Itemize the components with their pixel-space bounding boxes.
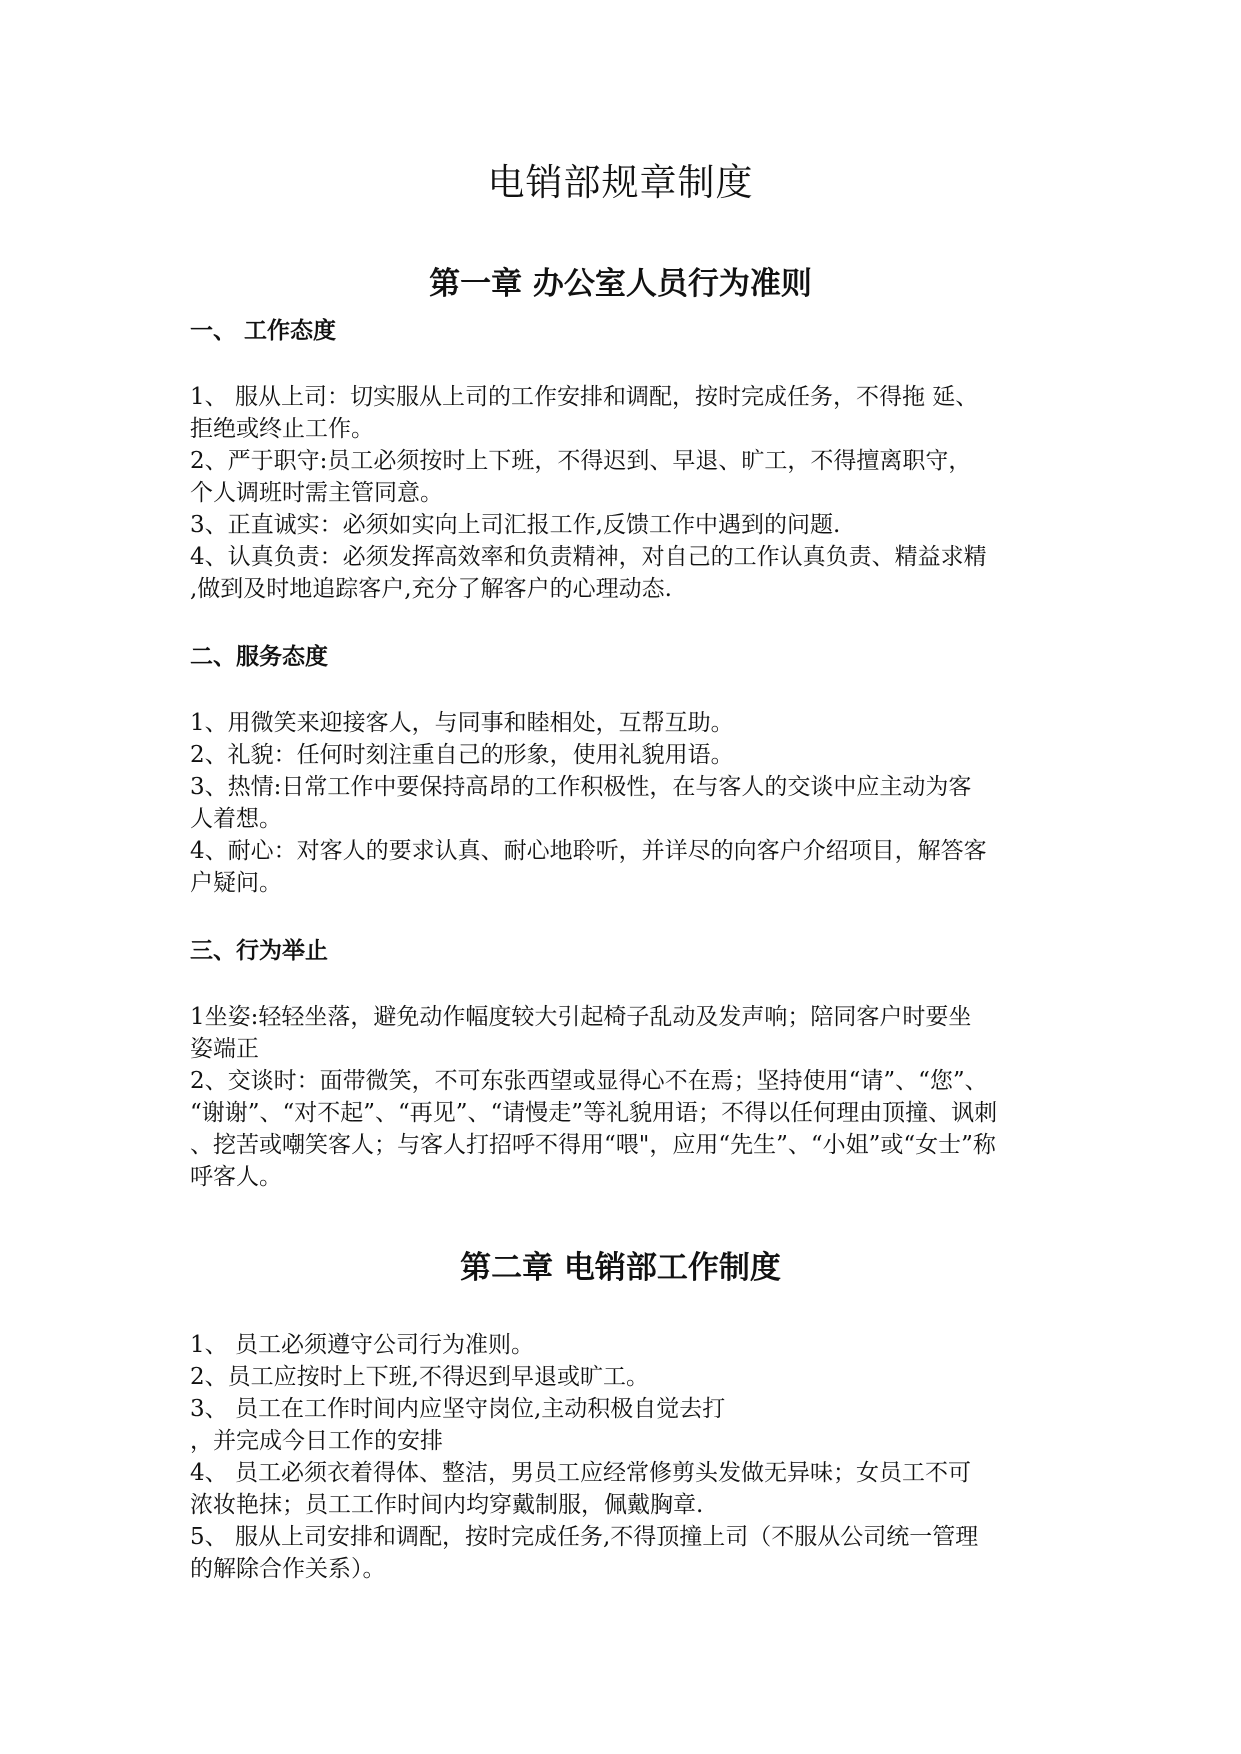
section-service-attitude-heading: 二、服务态度 (190, 643, 328, 670)
paragraph-line: ，并完成今日工作的安排 (190, 1428, 443, 1454)
paragraph-line: ,做到及时地追踪客户,充分了解客户的心理动态. (190, 576, 672, 602)
chapter-2-body (190, 1329, 1060, 1585)
paragraph-line: 个人调班时需主管同意。 (190, 480, 443, 506)
section-work-attitude-body (190, 381, 1060, 605)
section-behavior-body (190, 1001, 1060, 1193)
document-title: 电销部规章制度 (487, 161, 754, 204)
paragraph-line: 4、 员工必须衣着得体、整洁，男员工应经常修剪头发做无异味；女员工不可 (190, 1460, 971, 1486)
paragraph-line: 4、耐心：对客人的要求认真、耐心地聆听，并详尽的向客户介绍项目，解答客 (190, 838, 987, 864)
paragraph-line: 1、用微笑来迎接客人，与同事和睦相处，互帮互助。 (190, 710, 734, 736)
paragraph-line: 4、认真负责：必须发挥高效率和负责精神，对自己的工作认真负责、精益求精 (190, 544, 987, 570)
paragraph-line: 2、严于职守:员工必须按时上下班，不得迟到、早退、旷工，不得擅离职守， (190, 448, 972, 474)
paragraph-line: 拒绝或终止工作。 (190, 416, 374, 442)
paragraph-line: 2、员工应按时上下班,不得迟到早退或旷工。 (190, 1364, 649, 1390)
paragraph-line: 户疑问。 (190, 870, 282, 896)
paragraph-line: 5、 服从上司安排和调配，按时完成任务,不得顶撞上司（不服从公司统一管理 (190, 1524, 979, 1550)
paragraph-line: 3、 员工在工作时间内应坚守岗位,主动积极自觉去打 (190, 1396, 726, 1422)
paragraph-line: 1、 服从上司：切实服从上司的工作安排和调配，按时完成任务，不得拖 延、 (190, 384, 979, 410)
chapter-1-title: 第一章 办公室人员行为准则 (429, 266, 812, 302)
paragraph-line: 2、礼貌：任何时刻注重自己的形象，使用礼貌用语。 (190, 742, 734, 768)
paragraph-line: 的解除合作关系）。 (190, 1556, 386, 1582)
paragraph-line: 3、正直诚实：必须如实向上司汇报工作,反馈工作中遇到的问题. (190, 512, 841, 538)
paragraph-line: 姿端正 (190, 1036, 259, 1062)
section-behavior-heading: 三、行为举止 (190, 937, 328, 964)
paragraph-line: 呼客人。 (190, 1164, 282, 1190)
paragraph-line: 3、热情:日常工作中要保持高昂的工作积极性，在与客人的交谈中应主动为客 (190, 774, 972, 800)
paragraph-line: 1坐姿:轻轻坐落，避免动作幅度较大引起椅子乱动及发声响；陪同客户时要坐 (190, 1004, 972, 1030)
paragraph-line: 浓妆艳抹；员工工作时间内均穿戴制服，佩戴胸章. (190, 1492, 704, 1518)
paragraph-line: 2、交谈时：面带微笑，不可东张西望或显得心不在焉；坚持使用“请”、“您”、 (190, 1068, 988, 1094)
section-work-attitude-heading: 一、 工作态度 (190, 317, 337, 344)
chapter-2-title: 第二章 电销部工作制度 (460, 1250, 781, 1286)
paragraph-line: 人着想。 (190, 806, 282, 832)
paragraph-line: “谢谢”、“对不起”、“再见”、“请慢走”等礼貌用语；不得以任何理由顶撞、讽刺 (190, 1100, 998, 1126)
paragraph-line: 、挖苦或嘲笑客人；与客人打招呼不得用“喂"，应用“先生”、“小姐”或“女士”称 (190, 1132, 996, 1158)
section-service-attitude-body (190, 707, 1060, 899)
paragraph-line: 1、 员工必须遵守公司行为准则。 (190, 1332, 534, 1358)
